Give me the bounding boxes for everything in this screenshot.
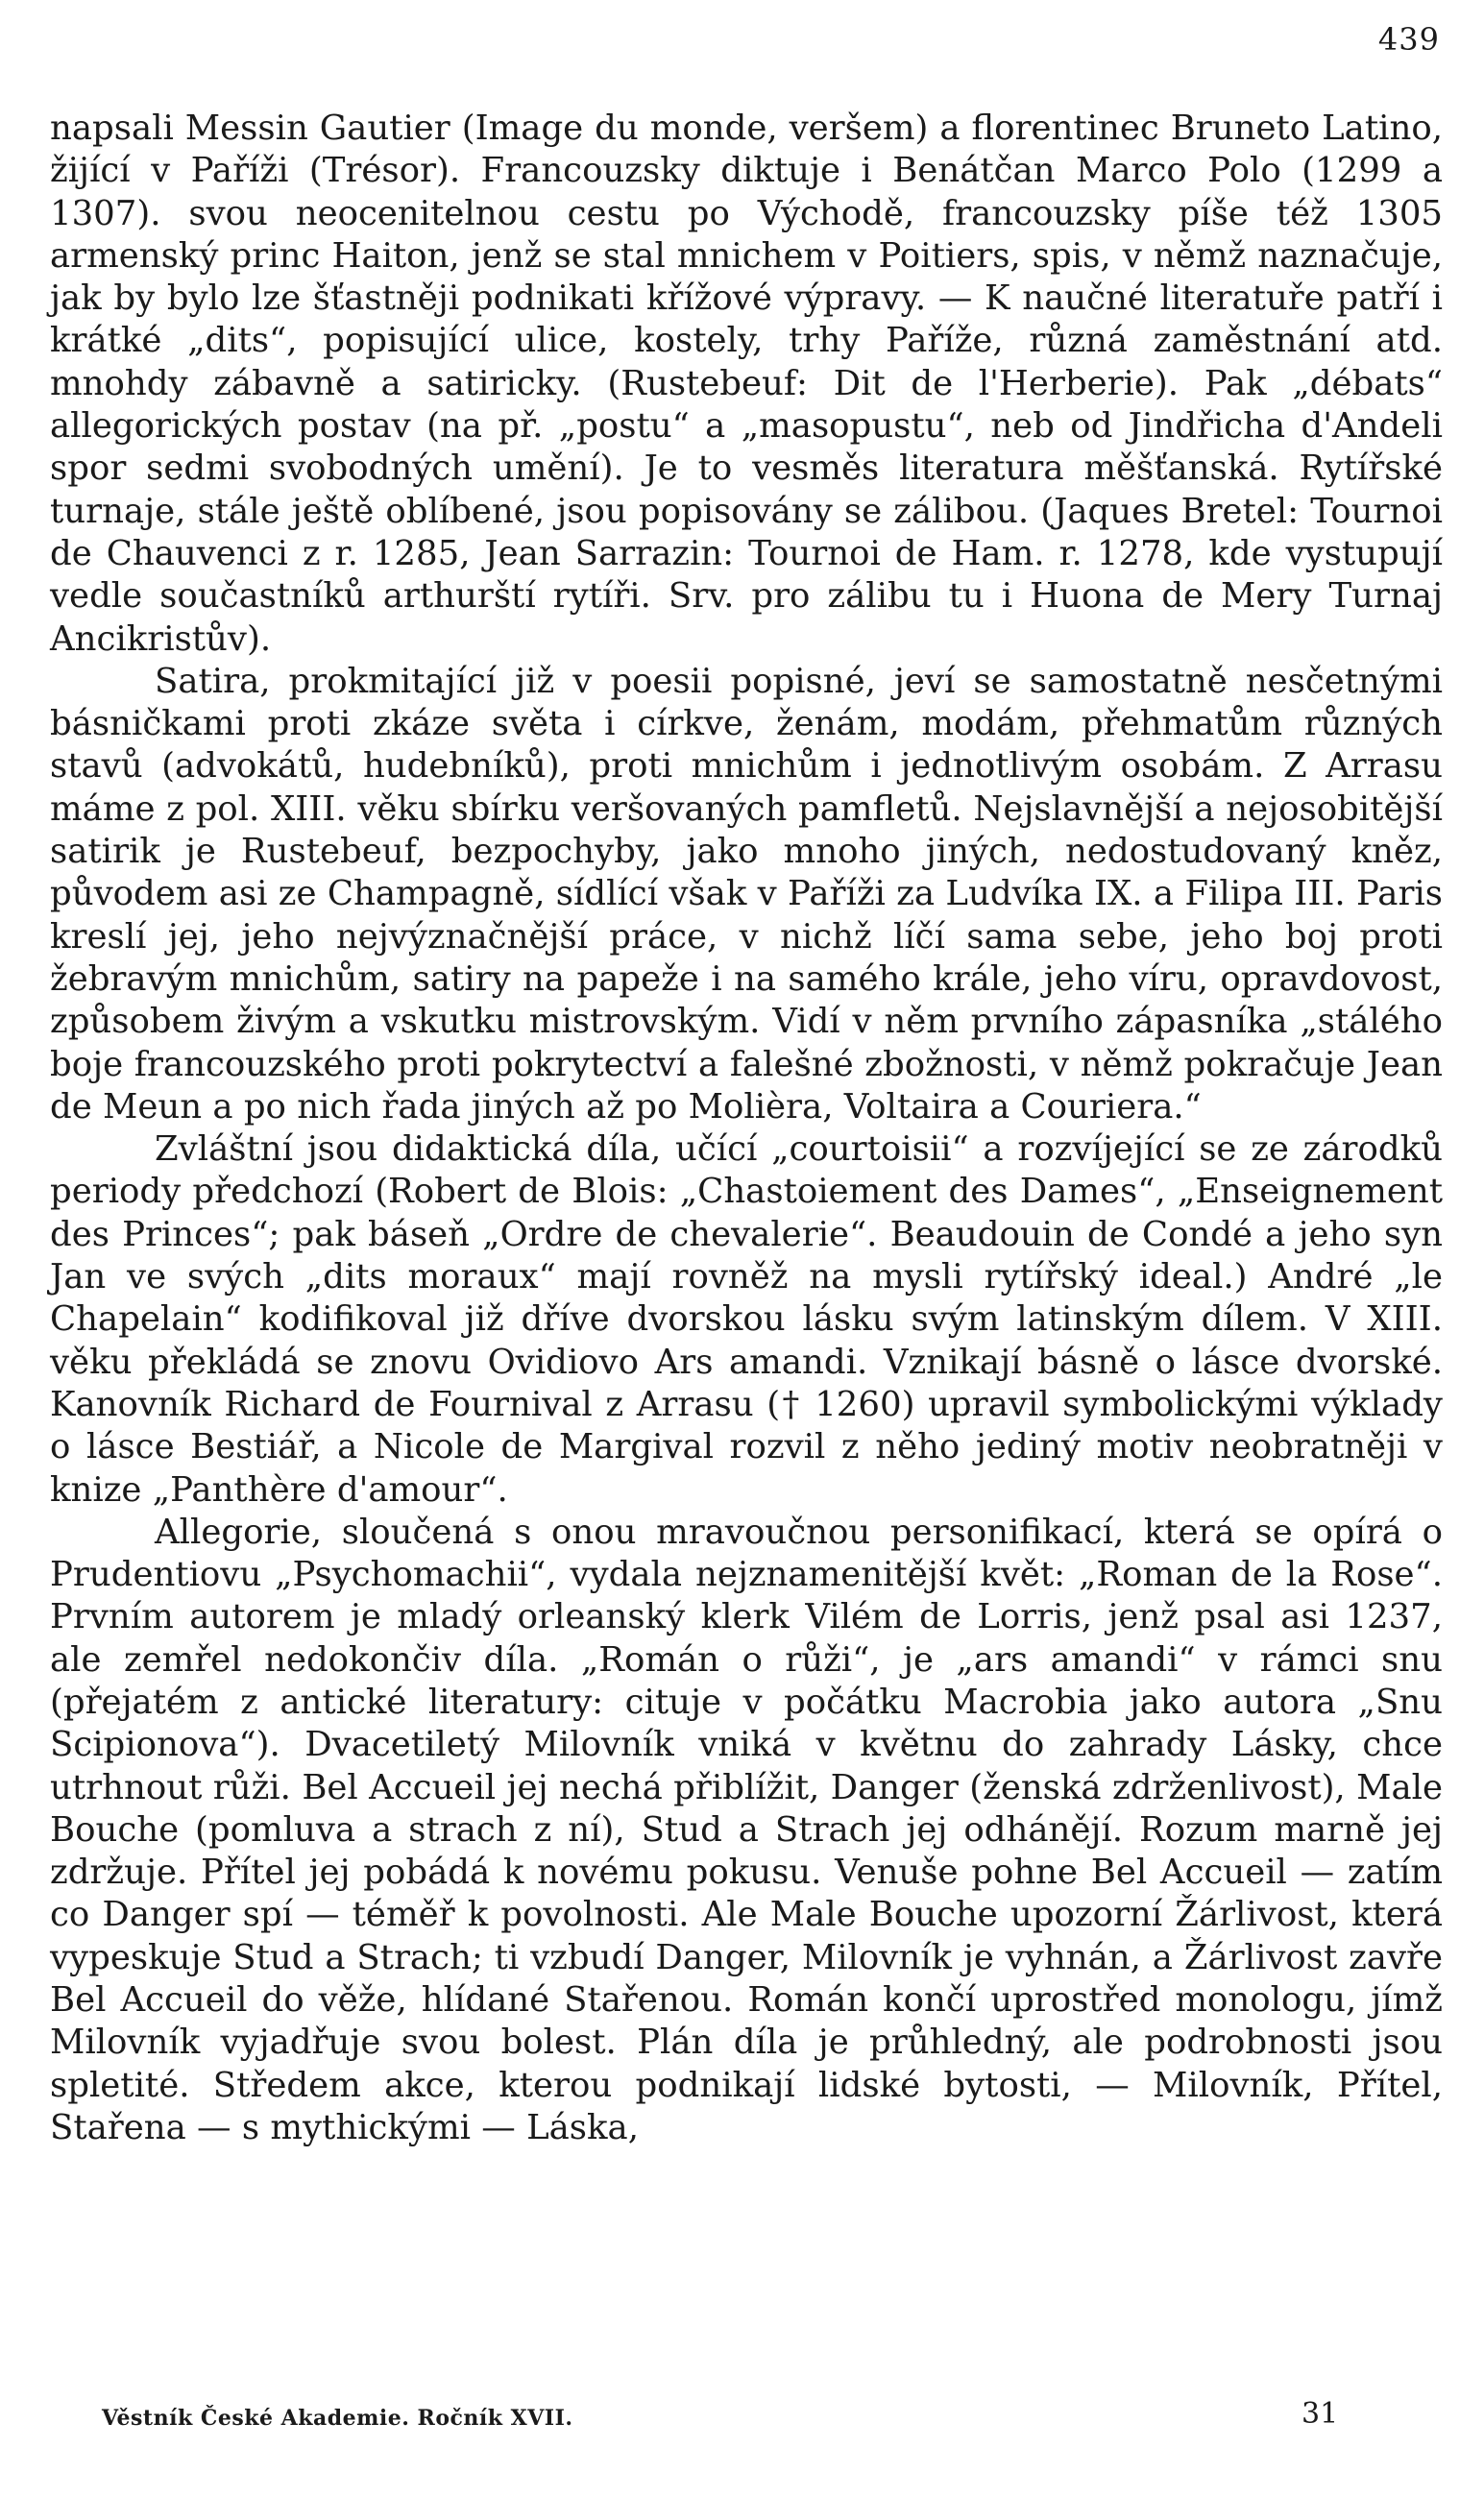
footer-journal-title: Věstník České Akademie. Ročník XVII. [102,2406,573,2431]
paragraph-allegorie: Allegorie, sloučená s onou mravoučnou personifikací, která se opírá o Prudentiovu „Psychomachii“, vydala nejznamenitější květ: „Roman de la Rose“. Prvním autorem je mladý orleanský klerk Vilém de Lorris, jenž psal asi 1237, ale zemřel nedokončiv díla. „Román o růži“, je „ars amandi“ v rámci snu (přejatém z antické literatury: cituje v počátku Macrobia jako autora „Snu Scipionova“). Dvacetiletý Milovník vniká v květnu do zahrady Lásky, chce utrhnout růži. Bel Accueil jej nechá přiblížit, Danger (ženská zdrženlivost), Male Bouche (pomluva a strach z ní), Stud a Strach jej odhánějí. Rozum marně jej zdržuje. Přítel jej pobádá k novému pokusu. Venuše pohne Bel Accueil — zatím co Danger spí — téměř k povolnosti. Ale Male Bouche upozorní Žárlivost, která vypeskuje Stud a Strach; ti vzbudí Danger, Milovník je vyhnán, a Žárlivost zavře Bel Accueil do věže, hlídané Stařenou. Román končí uprostřed monologu, jímž Milovník vyjadřuje svou bolest. Plán díla je průhledný, ale podrobnosti jsou spletité. Středem akce, kterou podnikají lidské bytosti, — Milovník, Přítel, Stařena — s mythickými — Láska, [50,1512,1443,2147]
footer-signature-mark: 31 [1302,2397,1339,2431]
paragraph-didactic: Zvláštní jsou didaktická díla, učící „courtoisii“ a rozvíjející se ze zárodků periody předchozí (Robert de Blois: „Chastoiement des Dames“, „Enseignement des Princes“; pak báseň „Ordre de chevalerie“. Beaudouin de Condé a jeho syn Jan ve svých „dits moraux“ mají rovněž na mysli rytířský ideal.) André „le Chapelain“ kodifikoval již dříve dvorskou lásku svým latinským dílem. V XIII. věku překládá se znovu Ovidiovo Ars amandi. Vznikají básně o lásce dvorské. Kanovník Richard de Fournival z Arrasu († 1260) upravil symbolickými výklady o lásce Bestiář, a Nicole de Margival rozvil z něho jediný motiv neobratněji v knize „Panthère d'amour“. [50,1129,1443,1510]
paragraph-satira: Satira, prokmitající již v poesii popisné, jeví se samostatně nesčetnými básničkami proti zkáze světa i církve, ženám, modám, přehmatům různých stavů (advokátů, hudebníků), proti mnichům i jednotlivým osobám. Z Arrasu máme z pol. XIII. věku sbírku veršovaných pamfletů. Nejslavnější a nejosobitější satirik je Rustebeuf, bezpochyby, jako mnoho jiných, nedostudovaný kněz, původem asi ze Champagně, sídlící však v Paříži za Ludvíka IX. a Filipa III. Paris kreslí jej, jeho nejvýznačnější práce, v nichž líčí sama sebe, jeho boj proti žebravým mnichům, satiry na papeže i na samého krále, jeho víru, opravdovost, způsobem živým a vskutku mistrovským. Vidí v něm prvního zápasníka „stálého boje francouzského proti pokrytectví a falešné zbožnosti, v němž pokračuje Jean de Meun a po nich řada jiných až po Molièra, Voltaira a Couriera.“ [50,661,1443,1127]
body-text [50,108,1443,2149]
paragraph-continuation: napsali Messin Gautier (Image du monde, veršem) a florentinec Bruneto Latino, žijící v Paříži (Trésor). Francouzsky diktuje i Benátčan Marco Polo (1299 a 1307). svou neocenitelnou cestu po Východě, francouzsky píše též 1305 armenský princ Haiton, jenž se stal mnichem v Poitiers, spis, v němž naznačuje, jak by bylo lze šťastněji podnikati křížové výpravy. — K naučné literatuře patří i krátké „dits“, popisující ulice, kostely, trhy Paříže, různá zaměstnání atd. mnohdy zábavně a satiricky. (Rustebeuf: Dit de l'Herberie). Pak „débats“ allegorických postav (na př. „postu“ a „masopustu“, neb od Jindřicha d'Andeli spor sedmi svobodných umění). Je to vesměs literatura měšťanská. Rytířské turnaje, stále ještě oblíbené, jsou popisovány se zálibou. (Jaques Bretel: Tournoi de Chauvenci z r. 1285, Jean Sarrazin: Tournoi de Ham. r. 1278, kde vystupují vedle součastníků arthurští rytíři. Srv. pro zálibu tu i Huona de Mery Turnaj Ancikristův). [50,109,1443,659]
page-number: 439 [1377,21,1440,58]
